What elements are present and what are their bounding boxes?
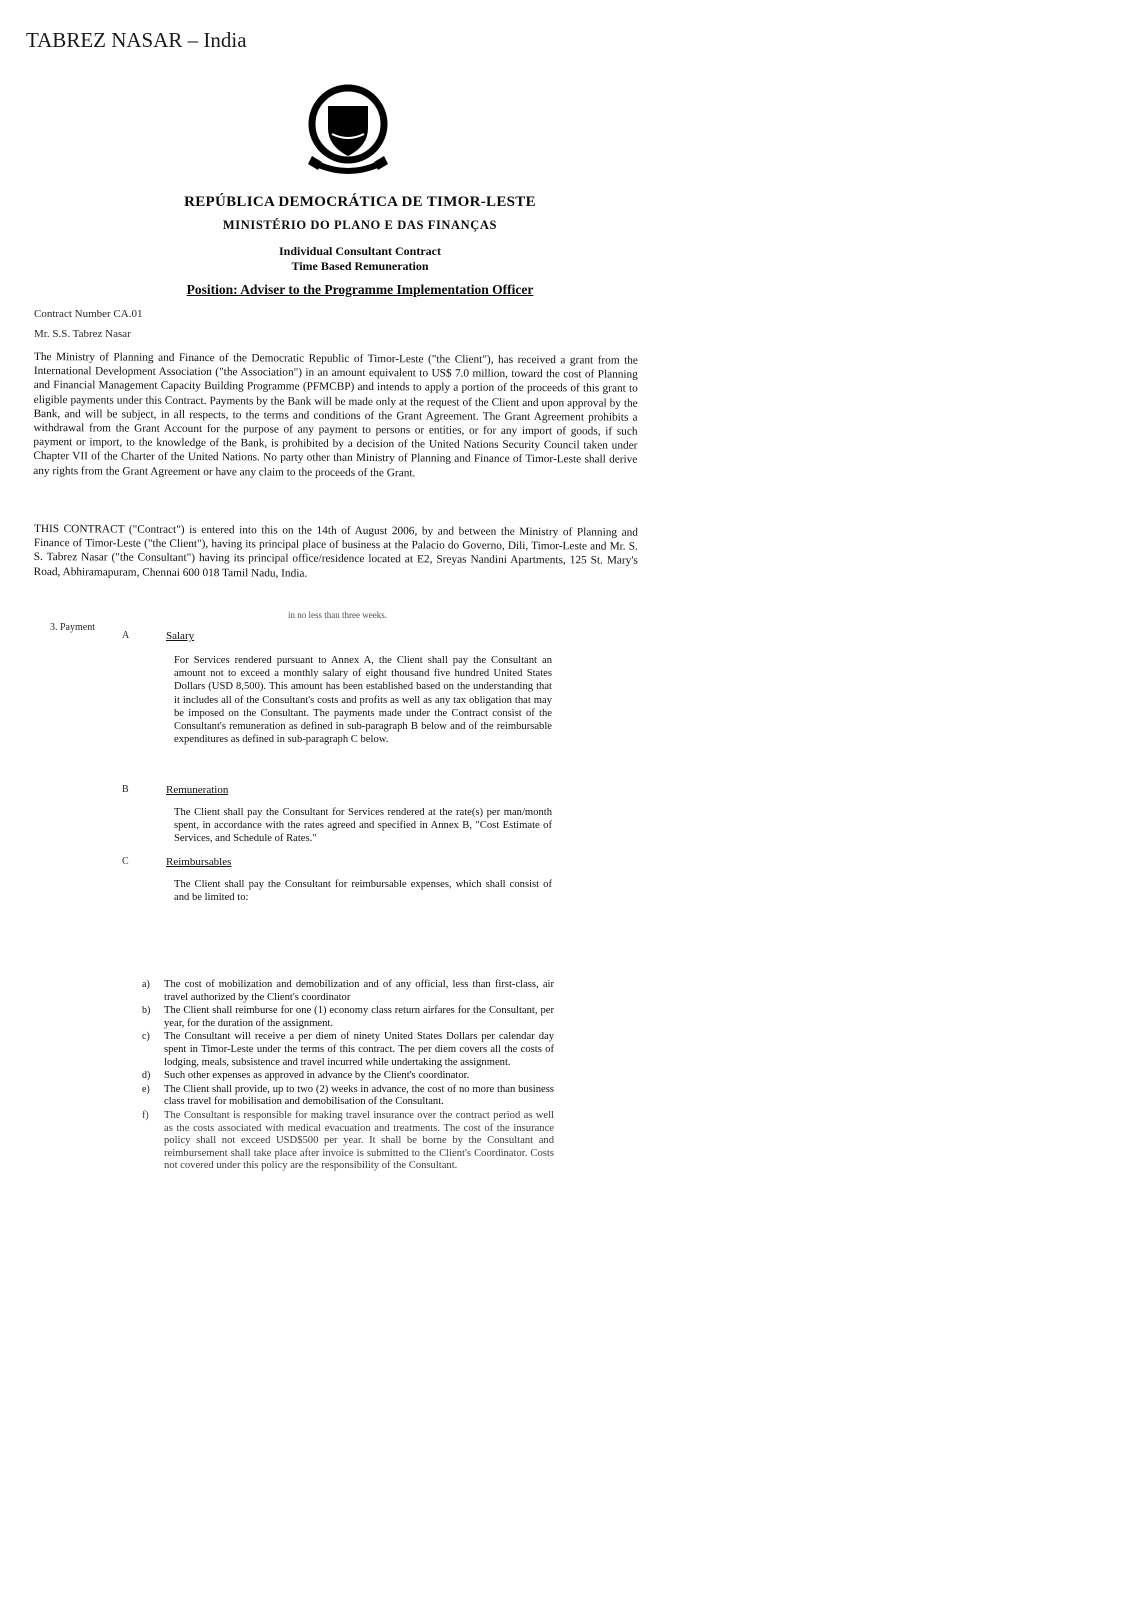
section-a-title: Salary xyxy=(166,630,195,642)
item-marker: b) xyxy=(142,1005,151,1017)
list-item xyxy=(142,1005,554,1030)
item-text: The Consultant will receive a per diem of ninety United States Dollars per calendar day spent in Timor-Leste under the terms of this contract. The per diem covers all the costs of lodging, meals, subsistence and travel incurred while undertaking the assignment. xyxy=(164,1031,554,1068)
heading-contract-type: Individual Consultant Contract xyxy=(278,244,442,258)
list-item xyxy=(142,1084,554,1109)
payment-label: 3. Payment xyxy=(50,622,95,633)
item-marker: d) xyxy=(142,1070,151,1082)
item-text: The Client shall provide, up to two (2) weeks in advance, the cost of no more than business class travel for mobilisation and demobilisation of the Consultant. xyxy=(164,1083,554,1108)
section-b-text: The Client shall pay the Consultant for Services rendered at the rate(s) per man/month spent, in accordance with the rates agreed and specified in Annex B, "Cost Estimate of Services, and Schedule of Rates." xyxy=(174,807,552,845)
fragment-line: in no less than three weeks. xyxy=(288,610,387,620)
addressee: Mr. S.S. Tabrez Nasar xyxy=(34,328,131,340)
section-c-title: Reimbursables xyxy=(166,856,232,868)
section-a-text: For Services rendered pursuant to Annex A, the Client shall pay the Consultant an amount not to exceed a monthly salary of eight thousand five hundred United States Dollars (USD 8,500). This amount has been established based on the understanding that it includes all of the Consultant's costs and profits as well as any tax obligation that may be imposed on the Consultant. The payments made under the Contract consist of the Consultant's remuneration as defined in sub-paragraph B below and of the reimbursable expenditures as defined in sub-paragraph C below. xyxy=(174,655,552,746)
item-marker: c) xyxy=(142,1031,150,1043)
section-c-marker: C xyxy=(122,856,129,867)
list-item xyxy=(142,979,554,1004)
page-header-title: TABREZ NASAR – India xyxy=(26,28,247,52)
item-text: The cost of mobilization and demobilization and of any official, less than first-class, air travel authorized by the Client's coordinator xyxy=(164,979,554,1003)
reimbursables-list xyxy=(142,979,554,1174)
contract-paragraph: THIS CONTRACT ("Contract") is entered into this on the 14th of August 2006, by and between the Ministry of Planning and Finance of Timor-Leste ("the Client"), having its principal place of business at the Palacio do Governo, Dili, Timor-Leste and Mr. S. S. Tabrez Nasar ("the Consultant") having its principal office/residence located at E2, Sreyas Nandini Apartments, 125 St. Mary's Road, Abhiramapuram, Chennai 600 018 Tamil Nadu, India. xyxy=(33,523,638,580)
grant-paragraph: The Ministry of Planning and Finance of the Democratic Republic of Timor-Leste ("the Client"), has received a grant from the International Development Association ("the Association") in an amount equivalent to US$ 7.0 million, toward the cost of Planning and Financial Management Capacity Building Programme (PFMCBP) and intends to apply a portion of the proceeds of this grant to eligible payments under this Contract. Payments by the Bank will be made only at the request of the Client and upon approval by the Bank, and will be subject, in all respects, to the terms and conditions of the Grant Agreement. The Grant Agreement prohibits a withdrawal from the Grant Account for the purpose of any payment to persons or entities, or for any import of goods, if such payment or import, to the knowledge of the Bank, is prohibited by a decision of the United Nations Security Council taken under Chapter VII of the Charter of the United Nations. No party other than Ministry of Planning and Finance of Timor-Leste shall derive any rights from the Grant Agreement or have any claim to the proceeds of the Grant. xyxy=(33,350,638,479)
section-a-marker: A xyxy=(122,630,130,641)
section-c-text: The Client shall pay the Consultant for reimbursable expenses, which shall consist of and be limited to: xyxy=(174,879,552,904)
heading-ministry: MINISTÉRIO DO PLANO E DAS FINANÇAS xyxy=(222,218,498,232)
item-text: The Client shall reimburse for one (1) economy class return airfares for the Consultant, per year, for the duration of the assignment. xyxy=(164,1005,554,1029)
section-b-title: Remuneration xyxy=(166,784,229,796)
item-marker: e) xyxy=(142,1083,150,1095)
item-text: The Consultant is responsible for making travel insurance over the contract period as well as the costs associated with medical evacuation and treatments. The cost of the insurance policy shall not exceed USD$500 per year. It shall be borne by the Consultant and reimbursement shall take place after invoice is submitted to the Client's Coordinator. Costs not covered under this policy are the responsibility of the Consultant. xyxy=(164,1109,554,1172)
heading-remuneration: Time Based Remuneration xyxy=(291,259,429,273)
section-b-marker: B xyxy=(122,784,129,795)
list-item xyxy=(142,1110,554,1173)
heading-republic: REPÚBLICA DEMOCRÁTICA DE TIMOR-LESTE xyxy=(184,194,536,210)
item-marker: a) xyxy=(142,979,150,990)
item-marker: f) xyxy=(142,1109,149,1121)
scanned-contract xyxy=(30,70,650,1210)
contract-number: Contract Number CA.01 xyxy=(34,308,143,320)
list-item xyxy=(142,1031,554,1069)
item-text: Such other expenses as approved in advance by the Client's coordinator. xyxy=(164,1070,470,1082)
list-item xyxy=(142,1070,554,1083)
position-title: Position: Adviser to the Programme Implementation Officer xyxy=(186,282,534,297)
coat-of-arms-icon xyxy=(298,82,398,182)
